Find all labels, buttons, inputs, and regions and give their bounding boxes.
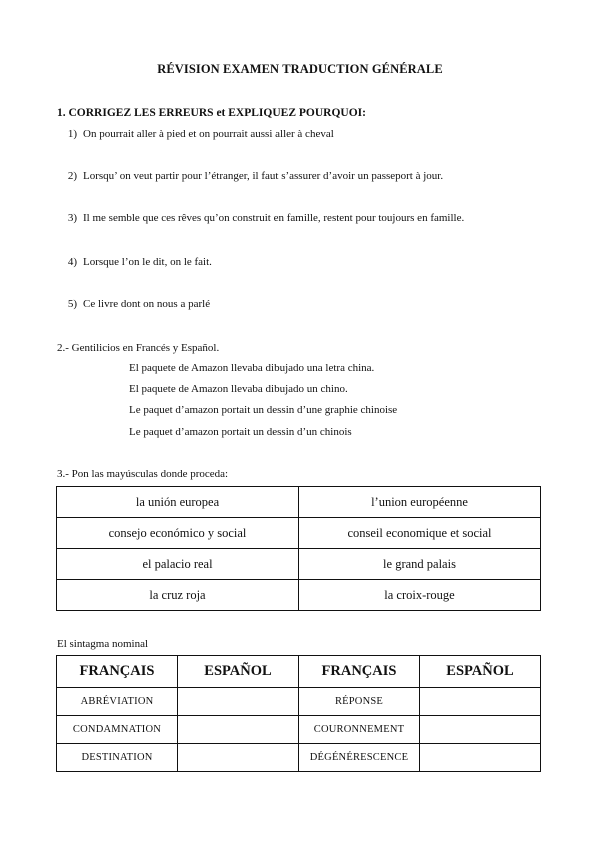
- exercise-item-3: [57, 212, 464, 224]
- table-header-row: [57, 656, 541, 688]
- exercise-item-5: [57, 298, 210, 310]
- table-cell: CONDAMNATION: [57, 716, 178, 744]
- item-number: 5): [67, 298, 77, 310]
- table-row: [57, 688, 541, 716]
- table-header-cell: FRANÇAIS: [57, 656, 178, 688]
- item-text: On pourrait aller à pied et on pourrait aussi aller à cheval: [83, 128, 334, 140]
- item-number: 4): [67, 256, 77, 268]
- blank-answer-cell[interactable]: [178, 744, 299, 772]
- table-row: [57, 549, 541, 580]
- blank-answer-cell[interactable]: [420, 744, 541, 772]
- table-cell: COURONNEMENT: [299, 716, 420, 744]
- page-title: RÉVISION EXAMEN TRADUCTION GÉNÉRALE: [157, 62, 443, 76]
- table-header-cell: ESPAÑOL: [420, 656, 541, 688]
- section-1-heading: 1. CORRIGEZ LES ERREURS et EXPLIQUEZ POURQUOI:: [57, 107, 366, 119]
- exercise-item-1: [57, 128, 334, 140]
- item-text: Ce livre dont on nous a parlé: [83, 298, 211, 310]
- section-3-heading: 3.- Pon las mayúsculas donde proceda:: [57, 468, 229, 480]
- blank-answer-cell[interactable]: [420, 716, 541, 744]
- item-text: Lorsqu’ on veut partir pour l’étranger, il faut s’assurer d’avoir un passeport à jour.: [83, 170, 444, 182]
- table-cell: la croix-rouge: [299, 580, 541, 611]
- item-number: 2): [67, 170, 77, 182]
- table-cell: le grand palais: [299, 549, 541, 580]
- table-header-cell: ESPAÑOL: [178, 656, 299, 688]
- table-cell: el palacio real: [57, 549, 299, 580]
- table-cell: la unión europea: [57, 487, 299, 518]
- item-text: Il me semble que ces rêves qu’on construit en famille, restent pour toujours en famille.: [83, 212, 465, 224]
- exercise-item-4: [57, 256, 212, 268]
- table-cell: l’union européenne: [299, 487, 541, 518]
- item-number: 3): [67, 212, 77, 224]
- example-line-3: Le paquet d’amazon portait un dessin d’une graphie chinoise: [129, 404, 398, 416]
- section-4-heading: El sintagma nominal: [57, 638, 149, 650]
- blank-answer-cell[interactable]: [178, 716, 299, 744]
- table-cell: RÉPONSE: [299, 688, 420, 716]
- table-cell: conseil economique et social: [299, 518, 541, 549]
- table-row: [57, 744, 541, 772]
- item-text: Lorsque l’on le dit, on le fait.: [83, 256, 212, 268]
- table-cell: DÉGÉNÉRESCENCE: [299, 744, 420, 772]
- table-row: [57, 487, 541, 518]
- exercise-item-2: [57, 170, 443, 182]
- blank-answer-cell[interactable]: [420, 688, 541, 716]
- table-cell: DESTINATION: [57, 744, 178, 772]
- table-row: [57, 580, 541, 611]
- item-number: 1): [67, 128, 77, 140]
- blank-answer-cell[interactable]: [178, 688, 299, 716]
- capitalization-table: [56, 486, 541, 611]
- table-row: [57, 716, 541, 744]
- table-cell: la cruz roja: [57, 580, 299, 611]
- table-header-cell: FRANÇAIS: [299, 656, 420, 688]
- table-cell: consejo económico y social: [57, 518, 299, 549]
- example-line-1: El paquete de Amazon llevaba dibujado una letra china.: [129, 362, 375, 374]
- nominal-phrase-table: [56, 655, 541, 772]
- section-2-heading: 2.- Gentilicios en Francés y Español.: [57, 342, 220, 354]
- table-cell: ABRÉVIATION: [57, 688, 178, 716]
- example-line-4: Le paquet d’amazon portait un dessin d’un chinois: [129, 426, 352, 438]
- table-row: [57, 518, 541, 549]
- example-line-2: El paquete de Amazon llevaba dibujado un chino.: [129, 383, 348, 395]
